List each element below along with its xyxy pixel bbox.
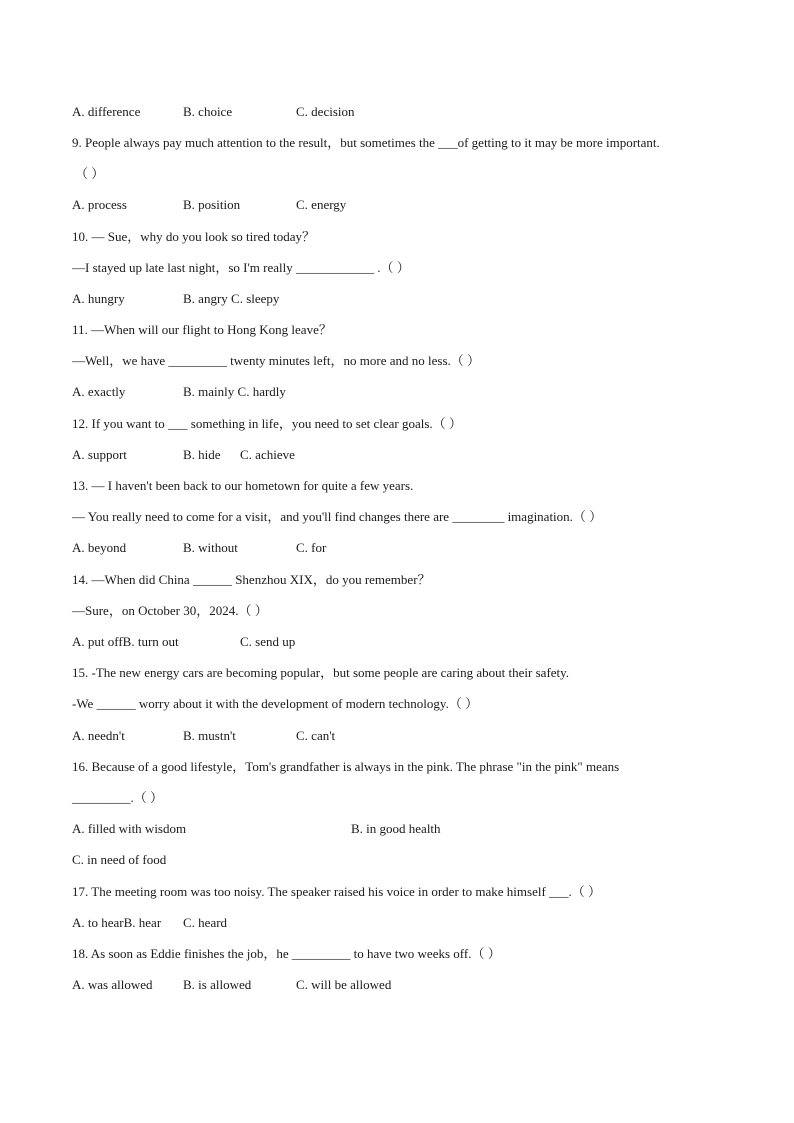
q9-option-b: B. position xyxy=(183,197,241,212)
q12-option-b: B. hide xyxy=(183,447,221,462)
q13-reply: — You really need to come for a visit，and you'll find changes there are ________ imagination.（ ） xyxy=(72,509,603,524)
q9-option-a: A. process xyxy=(72,197,127,212)
q11-stem: 11. —When will our flight to Hong Kong leave？ xyxy=(72,322,332,337)
q9-option-c: C. energy xyxy=(296,197,347,212)
q15-reply: -We ______ worry about it with the development of modern technology.（ ） xyxy=(72,696,479,711)
q18-option-c: C. will be allowed xyxy=(296,977,392,992)
q18-option-a: A. was allowed xyxy=(72,977,153,992)
q14-reply: —Sure，on October 30，2024.（ ） xyxy=(72,603,268,618)
q8-option-c: C. decision xyxy=(296,104,355,119)
q18-stem: 18. As soon as Eddie finishes the job，he _________ to have two weeks off.（ ） xyxy=(72,946,501,961)
q12-stem: 12. If you want to ___ something in life，you need to set clear goals.（ ） xyxy=(72,416,462,431)
q10-reply: —I stayed up late last night，so I'm really ____________ .（ ） xyxy=(72,260,410,275)
q8-option-a: A. difference xyxy=(72,104,141,119)
q9-stem: 9. People always pay much attention to the result，but sometimes the ___of getting to it may be more important. xyxy=(72,135,660,150)
q13-stem: 13. — I haven't been back to our hometown for quite a few years. xyxy=(72,478,414,493)
q16-reply: _________.（ ） xyxy=(72,790,164,805)
q13-option-b: B. without xyxy=(183,540,238,555)
q11-option-a: A. exactly xyxy=(72,384,126,399)
q15-option-c: C. can't xyxy=(296,728,336,743)
q10-option-bc: B. angry C. sleepy xyxy=(183,291,280,306)
q9-paren: （ ） xyxy=(75,166,105,181)
q17-option-c: C. heard xyxy=(183,915,228,930)
q17-option-ab: A. to hearB. hear xyxy=(72,915,162,930)
q12-option-c: C. achieve xyxy=(240,447,295,462)
q17-stem: 17. The meeting room was too noisy. The speaker raised his voice in order to make himself ___.（ ） xyxy=(72,884,602,899)
q15-stem: 15. -The new energy cars are becoming popular，but some people are caring about their safety. xyxy=(72,665,570,680)
q16-option-a: A. filled with wisdom xyxy=(72,821,187,836)
q10-option-a: A. hungry xyxy=(72,291,125,306)
q15-option-b: B. mustn't xyxy=(183,728,236,743)
q16-stem: 16. Because of a good lifestyle，Tom's grandfather is always in the pink. The phrase "in the pink" means xyxy=(72,759,620,774)
q10-stem: 10. — Sue，why do you look so tired today？ xyxy=(72,229,316,244)
q16-option-c: C. in need of food xyxy=(72,852,167,867)
q16-option-b: B. in good health xyxy=(351,821,441,836)
q13-option-a: A. beyond xyxy=(72,540,127,555)
q14-option-ab: A. put offB. turn out xyxy=(72,634,179,649)
q14-option-c: C. send up xyxy=(240,634,296,649)
q18-option-b: B. is allowed xyxy=(183,977,252,992)
q8-option-b: B. choice xyxy=(183,104,233,119)
q12-option-a: A. support xyxy=(72,447,127,462)
q11-option-bc: B. mainly C. hardly xyxy=(183,384,286,399)
q14-stem: 14. —When did China ______ Shenzhou XIX，do you remember？ xyxy=(72,572,431,587)
q13-option-c: C. for xyxy=(296,540,327,555)
q11-reply: —Well，we have _________ twenty minutes left，no more and no less.（ ） xyxy=(72,353,481,368)
q15-option-a: A. needn't xyxy=(72,728,125,743)
